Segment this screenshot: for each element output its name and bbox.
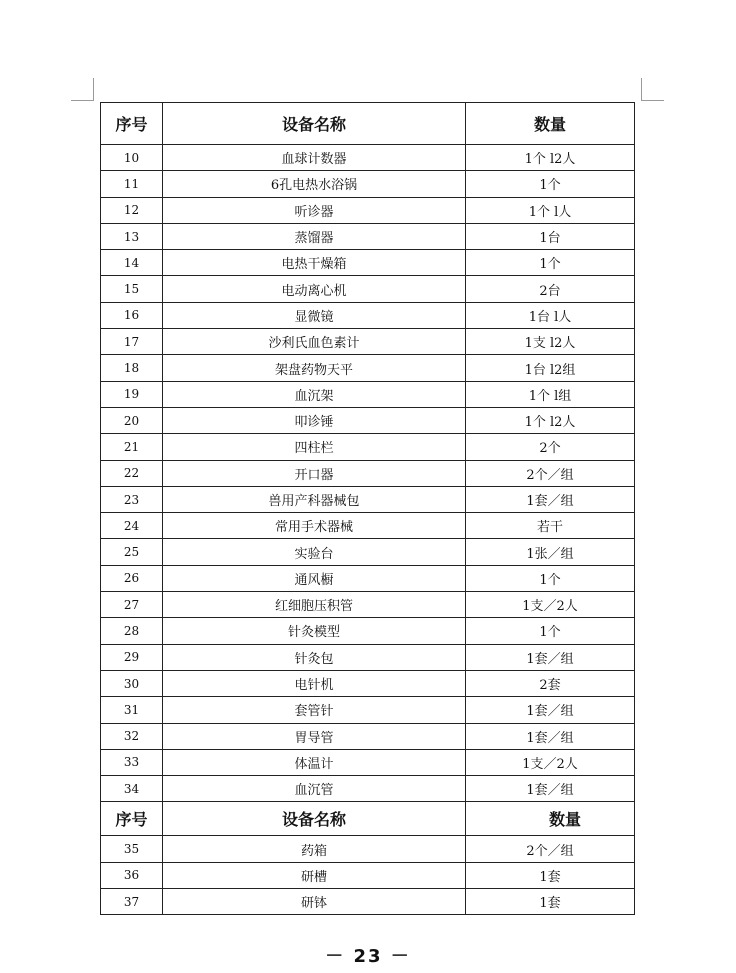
- serial-number-cell: 31: [101, 697, 163, 723]
- quantity-cell: 1个 l组: [466, 381, 635, 407]
- equipment-name-cell: 红细胞压积管: [163, 592, 466, 618]
- quantity-cell: 1台 l2组: [466, 355, 635, 381]
- quantity-cell: 1套／组: [466, 697, 635, 723]
- equipment-name-cell: 开口器: [163, 460, 466, 486]
- table-row: [101, 644, 635, 670]
- crop-mark-top-left-horizontal: [71, 100, 94, 101]
- quantity-cell: 1套: [466, 889, 635, 915]
- equipment-name-cell: 套管针: [163, 697, 466, 723]
- quantity-cell: 2台: [466, 276, 635, 302]
- serial-number-cell: 37: [101, 889, 163, 915]
- equipment-name-cell: 通风橱: [163, 565, 466, 591]
- table-header-row: [101, 103, 635, 145]
- table-row: [101, 329, 635, 355]
- table-row: [101, 749, 635, 775]
- table-row: [101, 197, 635, 223]
- serial-number-cell: 14: [101, 250, 163, 276]
- equipment-name-cell: 电热干燥箱: [163, 250, 466, 276]
- equipment-name-cell: 研钵: [163, 889, 466, 915]
- table-row: [101, 670, 635, 696]
- equipment-name-cell: 针灸包: [163, 644, 466, 670]
- quantity-cell: 1个: [466, 171, 635, 197]
- serial-number-cell: 22: [101, 460, 163, 486]
- quantity-cell: 若干: [466, 513, 635, 539]
- serial-number-cell: 21: [101, 434, 163, 460]
- equipment-name-cell: 针灸模型: [163, 618, 466, 644]
- table-row: [101, 145, 635, 171]
- table-row: [101, 723, 635, 749]
- quantity-cell: 2个／组: [466, 460, 635, 486]
- equipment-name-cell: 显微镜: [163, 302, 466, 328]
- table-row: [101, 889, 635, 915]
- quantity-cell: 1套: [466, 862, 635, 888]
- crop-mark-top-left-vertical: [93, 78, 94, 101]
- table-header-row-repeat: [101, 802, 635, 836]
- table-row: [101, 460, 635, 486]
- equipment-name-cell: 四柱栏: [163, 434, 466, 460]
- equipment-name-cell: 研槽: [163, 862, 466, 888]
- equipment-name-cell: 体温计: [163, 749, 466, 775]
- quantity-cell: 1支／2人: [466, 592, 635, 618]
- serial-number-cell: 10: [101, 145, 163, 171]
- equipment-name-cell: 电针机: [163, 670, 466, 696]
- quantity-cell: 1个: [466, 250, 635, 276]
- page-number: － 23 －: [325, 946, 411, 967]
- equipment-name-cell: 血球计数器: [163, 145, 466, 171]
- equipment-name-cell: 胃导管: [163, 723, 466, 749]
- serial-number-cell: 35: [101, 836, 163, 862]
- serial-number-cell: 34: [101, 776, 163, 802]
- table-row: [101, 565, 635, 591]
- header-quantity: 数量: [466, 103, 635, 145]
- table-row: [101, 862, 635, 888]
- serial-number-cell: 25: [101, 539, 163, 565]
- quantity-cell: 1套／组: [466, 723, 635, 749]
- quantity-cell: 1张／组: [466, 539, 635, 565]
- table-row: [101, 618, 635, 644]
- table-row: [101, 697, 635, 723]
- equipment-name-cell: 实验台: [163, 539, 466, 565]
- table-row: [101, 486, 635, 512]
- quantity-cell: 1台 l人: [466, 302, 635, 328]
- serial-number-cell: 28: [101, 618, 163, 644]
- serial-number-cell: 32: [101, 723, 163, 749]
- serial-number-cell: 11: [101, 171, 163, 197]
- serial-number-cell: 27: [101, 592, 163, 618]
- serial-number-cell: 19: [101, 381, 163, 407]
- serial-number-cell: 20: [101, 407, 163, 433]
- table-row: [101, 276, 635, 302]
- header-serial-number: 序号: [101, 802, 163, 836]
- quantity-cell: 1个: [466, 565, 635, 591]
- header-equipment-name: 设备名称: [163, 802, 466, 836]
- table-row: [101, 776, 635, 802]
- table-row: [101, 513, 635, 539]
- quantity-cell: 1个 l人: [466, 197, 635, 223]
- serial-number-cell: 13: [101, 223, 163, 249]
- serial-number-cell: 15: [101, 276, 163, 302]
- serial-number-cell: 17: [101, 329, 163, 355]
- serial-number-cell: 18: [101, 355, 163, 381]
- header-equipment-name: 设备名称: [163, 103, 466, 145]
- equipment-name-cell: 沙利氏血色素计: [163, 329, 466, 355]
- table-row: [101, 836, 635, 862]
- table-row: [101, 434, 635, 460]
- serial-number-cell: 26: [101, 565, 163, 591]
- serial-number-cell: 33: [101, 749, 163, 775]
- quantity-cell: 2个／组: [466, 836, 635, 862]
- serial-number-cell: 16: [101, 302, 163, 328]
- serial-number-cell: 36: [101, 862, 163, 888]
- table-row: [101, 592, 635, 618]
- header-serial-number: 序号: [101, 103, 163, 145]
- quantity-cell: 1支 l2人: [466, 329, 635, 355]
- table-row: [101, 223, 635, 249]
- quantity-cell: 1个 l2人: [466, 407, 635, 433]
- table-row: [101, 407, 635, 433]
- serial-number-cell: 12: [101, 197, 163, 223]
- equipment-name-cell: 电动离心机: [163, 276, 466, 302]
- serial-number-cell: 24: [101, 513, 163, 539]
- quantity-cell: 2套: [466, 670, 635, 696]
- quantity-cell: 1套／组: [466, 776, 635, 802]
- equipment-name-cell: 血沉架: [163, 381, 466, 407]
- table-row: [101, 381, 635, 407]
- equipment-name-cell: 药箱: [163, 836, 466, 862]
- equipment-name-cell: 常用手术器械: [163, 513, 466, 539]
- table-row: [101, 171, 635, 197]
- table-row: [101, 539, 635, 565]
- equipment-name-cell: 架盘药物天平: [163, 355, 466, 381]
- equipment-name-cell: 血沉管: [163, 776, 466, 802]
- serial-number-cell: 23: [101, 486, 163, 512]
- equipment-name-cell: 蒸馏器: [163, 223, 466, 249]
- crop-mark-top-right-vertical: [641, 78, 642, 101]
- quantity-cell: 1台: [466, 223, 635, 249]
- equipment-name-cell: 6孔电热水浴锅: [163, 171, 466, 197]
- equipment-table: [100, 102, 635, 915]
- table-row: [101, 302, 635, 328]
- quantity-cell: 1套／组: [466, 486, 635, 512]
- table-row: [101, 355, 635, 381]
- equipment-name-cell: 听诊器: [163, 197, 466, 223]
- equipment-name-cell: 兽用产科器械包: [163, 486, 466, 512]
- header-quantity: 数量: [466, 802, 635, 836]
- crop-mark-top-right-horizontal: [641, 100, 664, 101]
- quantity-cell: 2个: [466, 434, 635, 460]
- serial-number-cell: 30: [101, 670, 163, 696]
- serial-number-cell: 29: [101, 644, 163, 670]
- quantity-cell: 1个: [466, 618, 635, 644]
- quantity-cell: 1个 l2人: [466, 145, 635, 171]
- table-row: [101, 250, 635, 276]
- quantity-cell: 1套／组: [466, 644, 635, 670]
- equipment-name-cell: 叩诊锤: [163, 407, 466, 433]
- quantity-cell: 1支／2人: [466, 749, 635, 775]
